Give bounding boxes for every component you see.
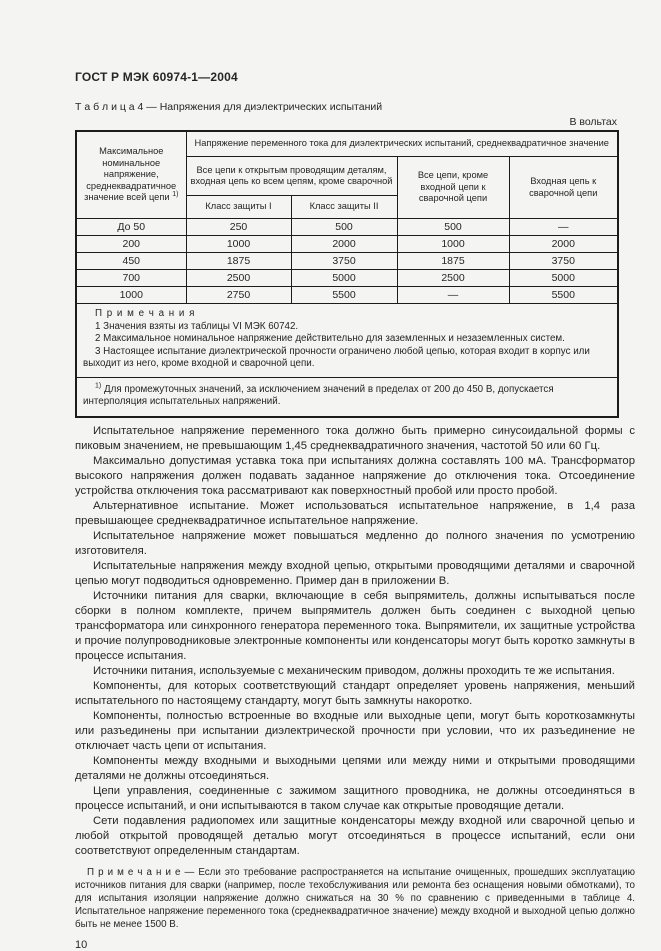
cell: 500 (397, 219, 509, 236)
paragraph: Испытательное напряжение переменного тока должно быть примерно синусоидальной формы с пиковым значением, не превышающим 1,45 среднеквадратичного значения, частотой 50 или 60 Гц. (75, 424, 635, 452)
body-text (75, 424, 635, 931)
header-input-to-welding-circuit: Входная цепь к сварочной цепи (509, 157, 618, 219)
cell: 2000 (291, 236, 397, 253)
note-item: 1 Значения взяты из таблицы VI МЭК 60742. (95, 320, 299, 332)
paragraph: Источники питания, используемые с механическим приводом, должны проходить те же испытания. (93, 664, 615, 677)
header-all-circuits-exposed-parts: Все цепи к открытым проводящим деталям, входная цепь ко всем цепям, кроме сварочной (186, 157, 397, 196)
cell: 1000 (76, 287, 186, 304)
header-ac-test-voltage: Напряжение переменного тока для диэлектрических испытаний, среднеквадратичное значение (186, 131, 618, 157)
header-protection-class-1: Класс защиты I (186, 196, 291, 219)
table-unit-label: В вольтах (569, 116, 617, 128)
cell: 1000 (397, 236, 509, 253)
dielectric-test-voltage-table (75, 130, 619, 418)
cell: 500 (291, 219, 397, 236)
cell: 200 (76, 236, 186, 253)
table-notes-row (76, 304, 618, 378)
cell: — (397, 287, 509, 304)
end-note-label: П р и м е ч а н и е (87, 866, 181, 878)
cell: 5000 (291, 270, 397, 287)
cell: 450 (76, 253, 186, 270)
footnote-text: Для промежуточных значений, за исключением значений в пределах от 200 до 450 В, допускается интерполяция испытательных напряжений. (83, 383, 554, 407)
paragraph: Компоненты между входными и выходными цепями или между ними и открытыми проводящими деталями не должны отсоединяться. (75, 754, 635, 782)
note-item: 3 Настоящее испытание диэлектрической прочности ограничено любой цепью, которая входит в корпус или выходит из него, кроме входной и сварочной цепи. (83, 345, 590, 369)
cell: 250 (186, 219, 291, 236)
paragraph: Испытательные напряжения между входной цепью, открытыми проводящими деталями и сварочной цепью могут подводиться одновременно. Пример дан в приложении В. (75, 559, 635, 587)
paragraph: Компоненты, для которых соответствующий стандарт определяет уровень напряжения, меньший испытательного по настоящему стандарту, могут быть замкнуты накоротко. (75, 679, 635, 707)
table-row (76, 219, 618, 236)
table-row (76, 270, 618, 287)
cell: 5500 (291, 287, 397, 304)
header-max-nominal-voltage-text: Максимальное номинальное напряжение, среднеквадратичное значение всей цепи (84, 146, 177, 203)
paragraph: Испытательное напряжение может повышаться медленно до полного значения по усмотрению изготовителя. (75, 529, 635, 557)
table-caption: Т а б л и ц а 4 — Напряжения для диэлектрических испытаний (75, 101, 383, 113)
paragraph: Альтернативное испытание. Может использоваться испытательное напряжение, в 1,4 раза превышающее среднеквадратичное испытательное напряжение. (75, 499, 635, 527)
page-number: 10 (75, 938, 88, 951)
end-note-text: — Если это требование распространяется на испытание очищенных, прошедших эксплуатацию источников питания для сварки (например, после техобслуживания или ремонта без оснащения новыми обмотками), то для испытания изоляции напряжение должно снижаться на 30 % по сравнению с приведенными в таблице 4. Испытательное напряжение переменного тока (среднеквадратичное значение) между входной и выходной цепью должно быть не менее 1500 В. (75, 866, 635, 930)
paragraph: Компоненты, полностью встроенные во входные или выходные цепи, могут быть короткозамкнуты или разъединены при испытании диэлектрической прочности при условии, что их разъединение не отключает часть цепи от испытания. (75, 709, 635, 752)
header-max-nominal-voltage (76, 131, 186, 219)
footnote-marker: 1) (172, 191, 179, 199)
cell: 2500 (397, 270, 509, 287)
cell: 3750 (291, 253, 397, 270)
table-footnote-row (76, 377, 618, 417)
notes-title: П р и м е ч а н и я (95, 308, 196, 319)
cell: 700 (76, 270, 186, 287)
table-row (76, 287, 618, 304)
header-all-circuits-except-input: Все цепи, кроме входной цепи к сварочной цепи (397, 157, 509, 219)
document-code-header: ГОСТ Р МЭК 60974-1—2004 (75, 70, 238, 84)
cell: 1875 (397, 253, 509, 270)
table-row (76, 253, 618, 270)
table-notes-cell (76, 304, 618, 378)
cell: 3750 (509, 253, 618, 270)
paragraph: Максимально допустимая уставка тока при испытаниях должна составлять 100 мА. Трансформатор высокого напряжения должен подавать заданное напряжение до отключения тока. Отсоединение устройства отключения тока рассматривают как поверхностный пробой или просто пробой. (75, 454, 635, 497)
document-page (75, 70, 635, 951)
cell: 2750 (186, 287, 291, 304)
cell: 1875 (186, 253, 291, 270)
paragraph: Источники питания для сварки, включающие в себя выпрямитель, должны испытываться после сборки в полном комплекте, причем выпрямитель должен быть соединен с выходной цепью трансформатора или синхронного генератора переменного тока. Выпрямители, их защитные устройства и прочие полупроводниковые электронные компоненты или конденсаторы могут быть коротко замкнуты в процессе испытания. (75, 589, 635, 662)
table-header-row-1 (76, 131, 618, 157)
cell: 5000 (509, 270, 618, 287)
cell: 5500 (509, 287, 618, 304)
cell: До 50 (76, 219, 186, 236)
end-note-paragraph (75, 866, 635, 931)
table-row (76, 236, 618, 253)
cell: 1000 (186, 236, 291, 253)
cell: 2500 (186, 270, 291, 287)
table-footnote-cell (76, 377, 618, 417)
footnote-marker: 1) (95, 382, 102, 390)
header-protection-class-2: Класс защиты II (291, 196, 397, 219)
cell: 2000 (509, 236, 618, 253)
note-item: 2 Максимальное номинальное напряжение действительно для заземленных и незаземленных систем. (95, 333, 565, 344)
cell: — (509, 219, 618, 236)
paragraph: Цепи управления, соединенные с зажимом защитного проводника, не должны отсоединяться в процессе испытаний, и они испытываются в таком случае как открытые проводящие детали. (75, 784, 635, 812)
paragraph: Сети подавления радиопомех или защитные конденсаторы между входной или сварочной цепью и любой открытой проводящей деталью могут отсоединяться в процессе испытаний, если они соответствуют определенным стандартам. (75, 814, 635, 857)
